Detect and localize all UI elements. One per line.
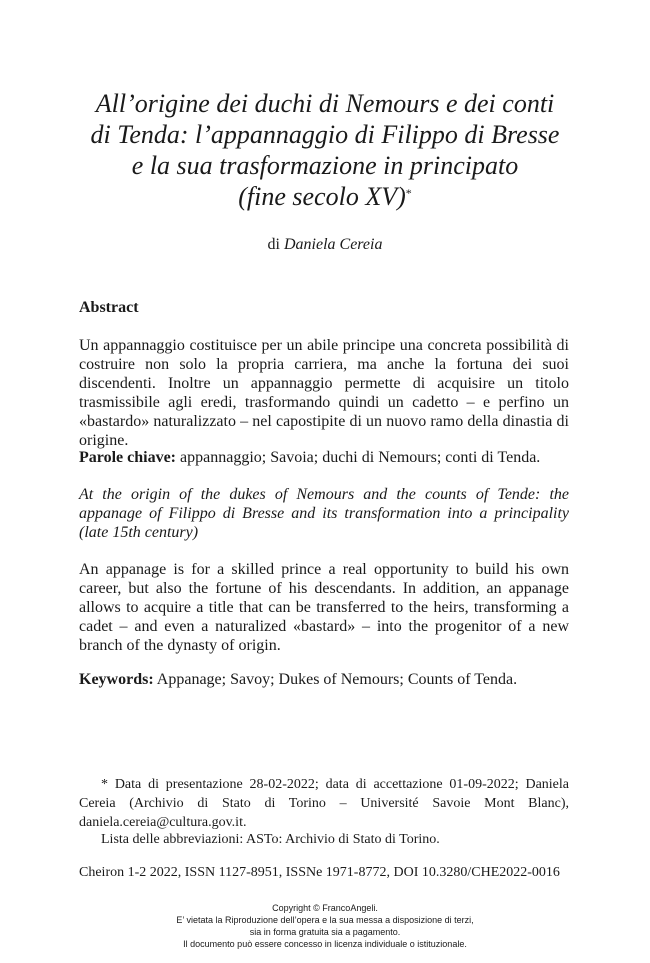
abstract-heading: Abstract	[79, 299, 139, 316]
copyright-line: Copyright © FrancoAngeli.	[272, 903, 378, 913]
keywords-text: appannaggio; Savoia; duchi di Nemours; conti di Tenda.	[180, 449, 541, 466]
footnote-mark: *	[405, 186, 412, 200]
title-line: All’origine dei duchi di Nemours e dei conti	[95, 89, 555, 118]
title-line: di Tenda: l’appannaggio di Filippo di Bresse	[90, 120, 560, 149]
copyright-line: E’ vietata la Riproduzione dell’opera e la sua messa a disposizione di terzi,	[176, 915, 474, 925]
copyright-line: sia in forma gratuita sia a pagamento.	[249, 927, 401, 937]
keywords-text: Appanage; Savoy; Dukes of Nemours; Counts of Tenda.	[156, 671, 518, 688]
journal-citation: Cheiron 1-2 2022, ISSN 1127-8951, ISSNe 1971-8772, DOI 10.3280/CHE2022-0016	[79, 865, 560, 880]
keywords-english	[79, 670, 569, 689]
keywords-label: Parole chiave:	[79, 449, 177, 466]
abstract-italian: Un appannaggio costituisce per un abile principe una concreta possibilità di costruire non solo la propria carriera, ma anche la fortuna dei suoi discendenti. Inoltre un appannaggio permette di acquisire un titolo trasmissibile agli eredi, trasformando quindi un cadetto – e perfino un «bastardo» naturalizzato – nel capostipite di un nuovo ramo della dinastia di origine.	[79, 337, 569, 449]
abstract-english: An appanage is for a skilled prince a real opportunity to build his own career, but also the fortune of his descendants. In addition, an appanage allows to acquire a title that can be transferred to the heirs, transforming a cadet – and even a naturalized «bastard» – into the progenitor of a new branch of the dynasty of origin.	[79, 561, 569, 654]
author-prefix: di	[267, 236, 280, 253]
footnote-abbreviations: Lista delle abbreviazioni: ASTo: Archivio di Stato di Torino.	[101, 832, 440, 847]
keywords-label: Keywords:	[79, 671, 154, 688]
title-line-text: (fine secolo XV)	[238, 182, 406, 211]
keywords-italian	[79, 448, 569, 467]
english-title: At the origin of the dukes of Nemours and the counts of Tende: the appanage of Filippo di Bresse and its transformation into a principality (late 15th century)	[79, 486, 569, 541]
author-name: Daniela Cereia	[283, 236, 383, 253]
footnote-submission: * Data di presentazione 28-02-2022; data di accettazione 01-09-2022; Daniela Cereia (Archivio di Stato di Torino – Université Savoie Mont Blanc), daniela.cereia@cultura.gov.it.	[79, 777, 569, 830]
copyright-line: Il documento può essere concesso in licenza individuale o istituzionale.	[183, 939, 467, 949]
copyright-notice	[0, 902, 650, 950]
title-line	[60, 181, 590, 212]
title-line: e la sua trasformazione in principato	[131, 151, 519, 180]
author-line	[0, 236, 650, 254]
article-title	[60, 88, 590, 212]
